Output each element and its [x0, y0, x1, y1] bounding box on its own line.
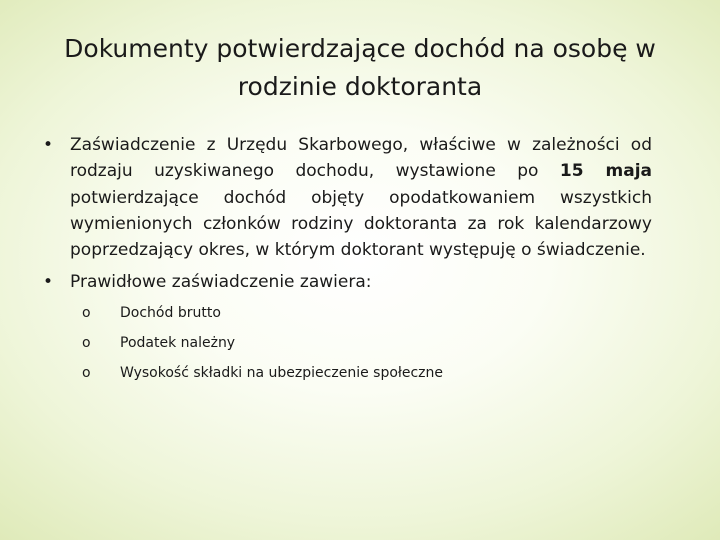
sub-item-text: Podatek należny	[120, 334, 236, 351]
bullet-list	[40, 132, 652, 394]
sub-item-text: Dochód brutto	[120, 304, 221, 321]
sub-bullet-list	[70, 298, 652, 388]
bullet-text-after: potwierdzające dochód objęty opodatkowaniem wszystkich wymienionych członków rodziny doktoranta za rok kalendarzowy poprzedzający okres, w którym doktorant występuję o świadczenie.	[70, 187, 652, 261]
sub-item-text: Wysokość składki na ubezpieczenie społeczne	[120, 364, 444, 381]
sub-bullet-marker: o	[82, 334, 91, 351]
bullet-marker: •	[43, 272, 54, 293]
bullet-item-certificate	[40, 132, 652, 263]
bullet-text	[70, 135, 652, 260]
bullet-text: Prawidłowe zaświadczenie zawiera:	[70, 272, 372, 293]
slide-title: Dokumenty potwierdzające dochód na osobę w rodzinie doktoranta	[64, 34, 656, 101]
bullet-text-bold-date: 15 maja	[559, 161, 653, 182]
sub-item-gross-income	[70, 298, 652, 328]
sub-bullet-marker: o	[82, 304, 91, 321]
bullet-item-contents	[40, 269, 652, 387]
sub-item-tax-due	[70, 328, 652, 358]
sub-item-social-insurance	[70, 358, 652, 388]
bullet-text-before: Zaświadczenie z Urzędu Skarbowego, właściwe w zależności od rodzaju uzyskiwanego dochodu, wystawione po	[70, 135, 652, 182]
bullet-marker: •	[43, 135, 54, 155]
sub-bullet-marker: o	[82, 364, 91, 381]
